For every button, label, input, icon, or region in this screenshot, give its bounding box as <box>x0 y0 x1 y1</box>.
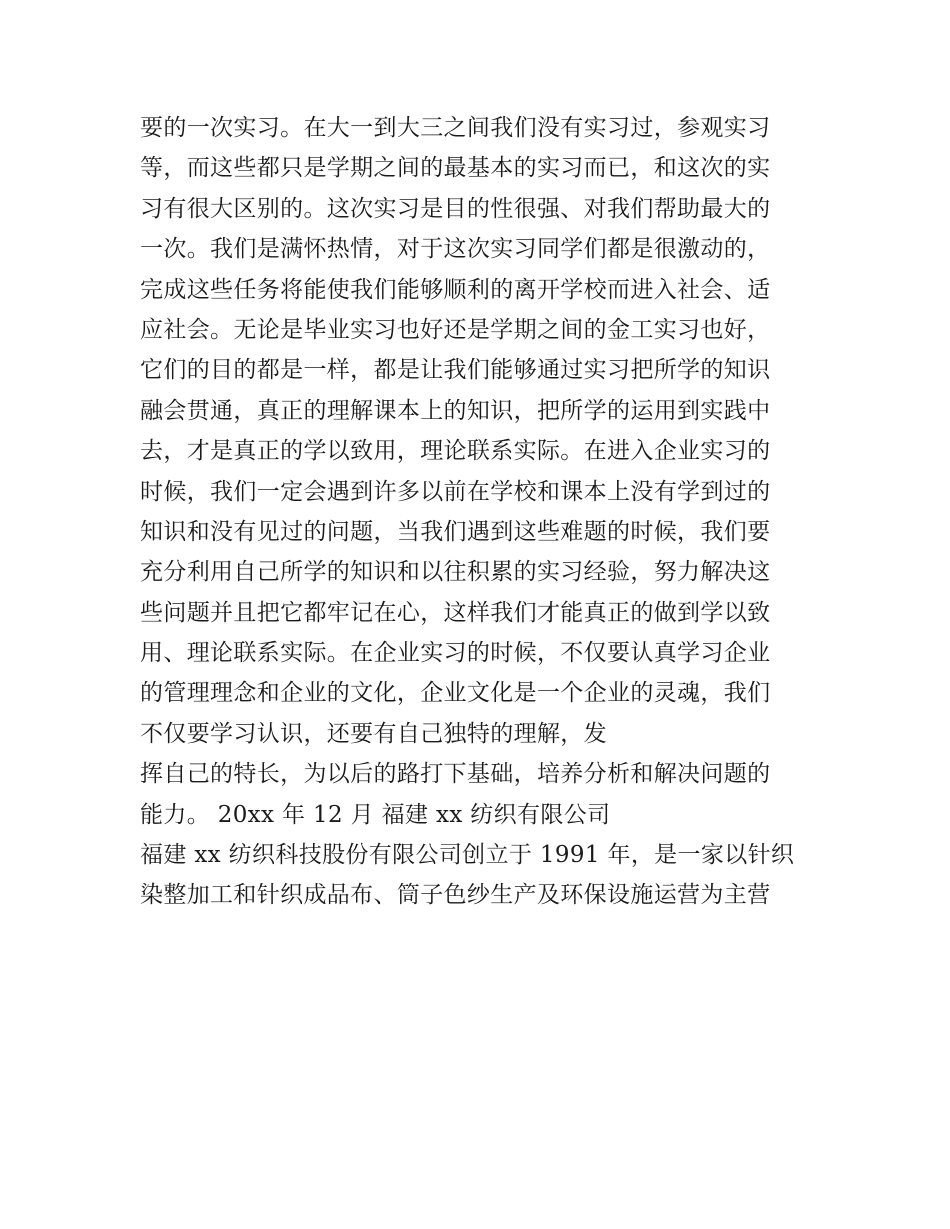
text-line: 染整加工和针织成品布、筒子色纱生产及环保设施运营为主营 <box>140 882 771 909</box>
text-line: 能力。 20xx 年 12 月 福建 xx 纺织有限公司 <box>140 801 611 828</box>
text-line: 的管理理念和企业的文化，企业文化是一个企业的灵魂，我们 <box>140 680 771 707</box>
text-line: 去，才是真正的学以致用，理论联系实际。在进入企业实习的 <box>140 438 771 465</box>
text-line: 时候，我们一定会遇到许多以前在学校和课本上没有学到过的 <box>140 478 771 505</box>
text-line: 知识和没有见过的问题，当我们遇到这些难题的时候，我们要 <box>140 518 771 545</box>
text-line: 融会贯通，真正的理解课本上的知识，把所学的运用到实践中 <box>140 397 771 424</box>
text-line: 些问题并且把它都牢记在心，这样我们才能真正的做到学以致 <box>140 599 771 626</box>
text-line: 充分利用自己所学的知识和以往积累的实习经验，努力解决这 <box>140 559 771 586</box>
text-line: 等，而这些都只是学期之间的最基本的实习而已，和这次的实 <box>140 155 771 182</box>
text-line: 应社会。无论是毕业实习也好还是学期之间的金工实习也好， <box>140 316 771 343</box>
text-line: 福建 xx 纺织科技股份有限公司创立于 1991 年，是一家以针织 <box>140 842 795 869</box>
text-line: 不仅要学习认识，还要有自己独特的理解，发 <box>140 720 607 747</box>
text-line: 它们的目的都是一样，都是让我们能够通过实习把所学的知识 <box>140 357 771 384</box>
body-text <box>140 108 820 916</box>
text-line: 要的一次实习。在大一到大三之间我们没有实习过，参观实习 <box>140 115 771 141</box>
text-line: 完成这些任务将能使我们能够顺利的离开学校而进入社会、适 <box>140 276 771 303</box>
text-line: 习有很大区别的。这次实习是目的性很强、对我们帮助最大的 <box>140 195 771 222</box>
text-line: 一次。我们是满怀热情，对于这次实习同学们都是很激动的， <box>140 236 771 263</box>
text-line: 挥自己的特长，为以后的路打下基础，培养分析和解决问题的 <box>140 761 771 788</box>
text-line: 用、理论联系实际。在企业实习的时候，不仅要认真学习企业 <box>140 640 771 667</box>
